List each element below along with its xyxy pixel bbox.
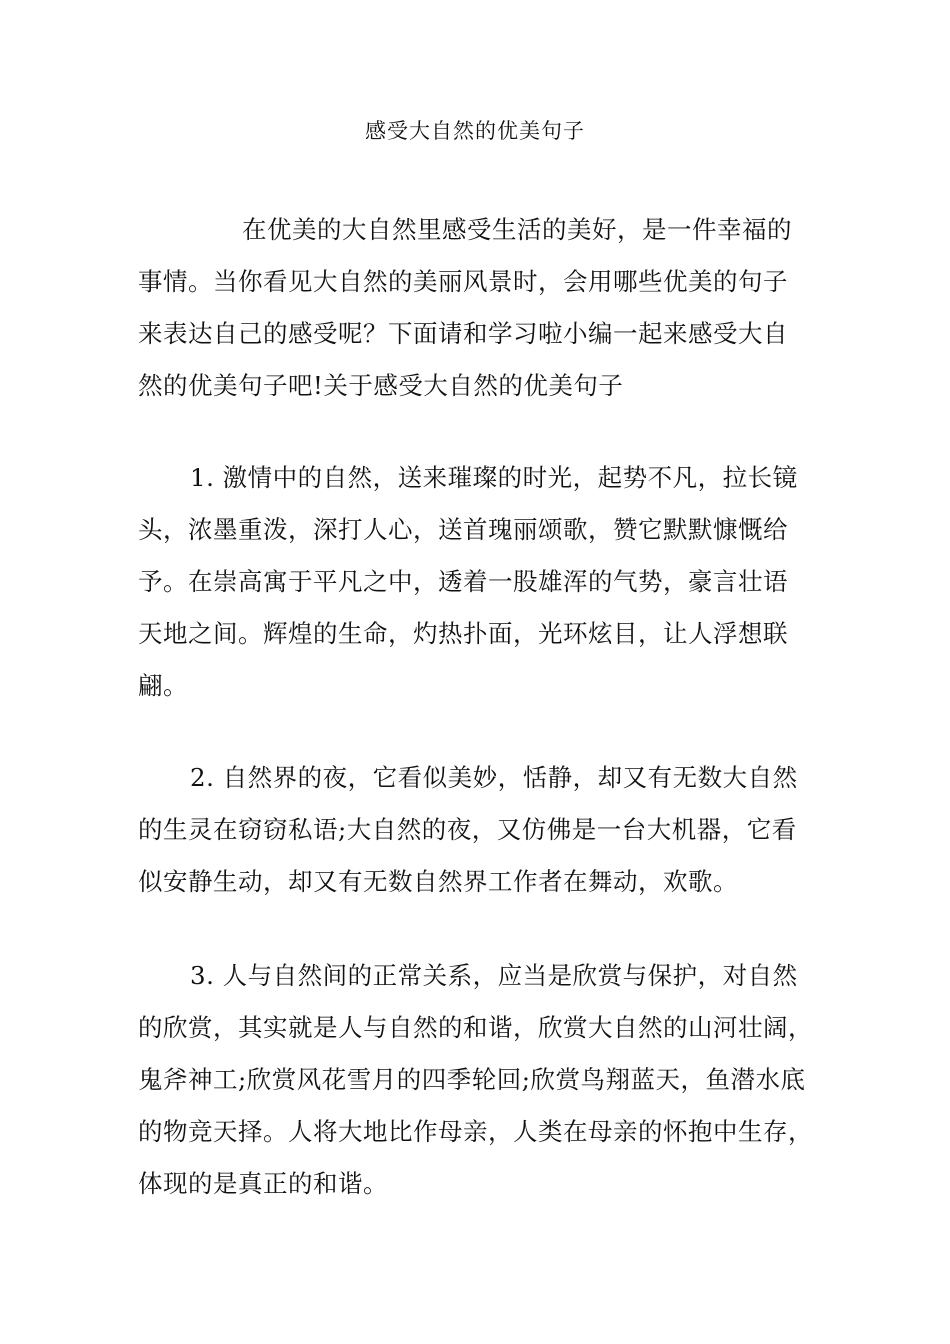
- paragraph-line: 体现的是真正的和谐。: [138, 1169, 388, 1198]
- paragraph-line: 1. 激情中的自然，送来璀璨的时光，起势不凡，拉长镜: [190, 463, 798, 492]
- paragraph-1: [138, 452, 816, 712]
- intro-line: 然的优美句子吧!关于感受大自然的优美句子: [138, 371, 624, 400]
- intro-line: 事情。当你看见大自然的美丽风景时，会用哪些优美的句子: [138, 267, 788, 296]
- paragraph-line: 的欣赏，其实就是人与自然的和谐，欣赏大自然的山河壮阔，: [138, 1013, 813, 1042]
- paragraph-line: 的物竞天择。人将大地比作母亲，人类在母亲的怀抱中生存，: [138, 1117, 813, 1146]
- paragraph-line: 予。在崇高寓于平凡之中，透着一股雄浑的气势，豪言壮语: [138, 567, 788, 596]
- paragraph-line: 似安静生动，却又有无数自然界工作者在舞动，欢歌。: [138, 867, 738, 896]
- paragraph-line: 天地之间。辉煌的生命，灼热扑面，光环炫目，让人浮想联: [138, 619, 788, 648]
- paragraph-line: 鬼斧神工;欣赏风花雪月的四季轮回;欣赏鸟翔蓝天，鱼潜水底: [138, 1065, 806, 1094]
- intro-line: 在优美的大自然里感受生活的美好，是一件幸福的: [242, 215, 792, 244]
- document-title: 感受大自然的优美句子: [365, 119, 585, 143]
- intro-paragraph: [138, 204, 816, 412]
- paragraph-2: [138, 752, 816, 908]
- paragraph-line: 的生灵在窃窃私语;大自然的夜，又仿佛是一台大机器，它看: [138, 815, 797, 844]
- paragraph-line: 3. 人与自然间的正常关系，应当是欣赏与保护，对自然: [190, 961, 798, 990]
- paragraph-line: 2. 自然界的夜，它看似美妙，恬静，却又有无数大自然: [190, 763, 798, 792]
- paragraph-3: [138, 950, 816, 1210]
- paragraph-line: 翩。: [138, 671, 188, 700]
- intro-line: 来表达自己的感受呢？下面请和学习啦小编一起来感受大自: [138, 319, 788, 348]
- paragraph-line: 头，浓墨重泼，深打人心，送首瑰丽颂歌，赞它默默慷慨给: [138, 515, 788, 544]
